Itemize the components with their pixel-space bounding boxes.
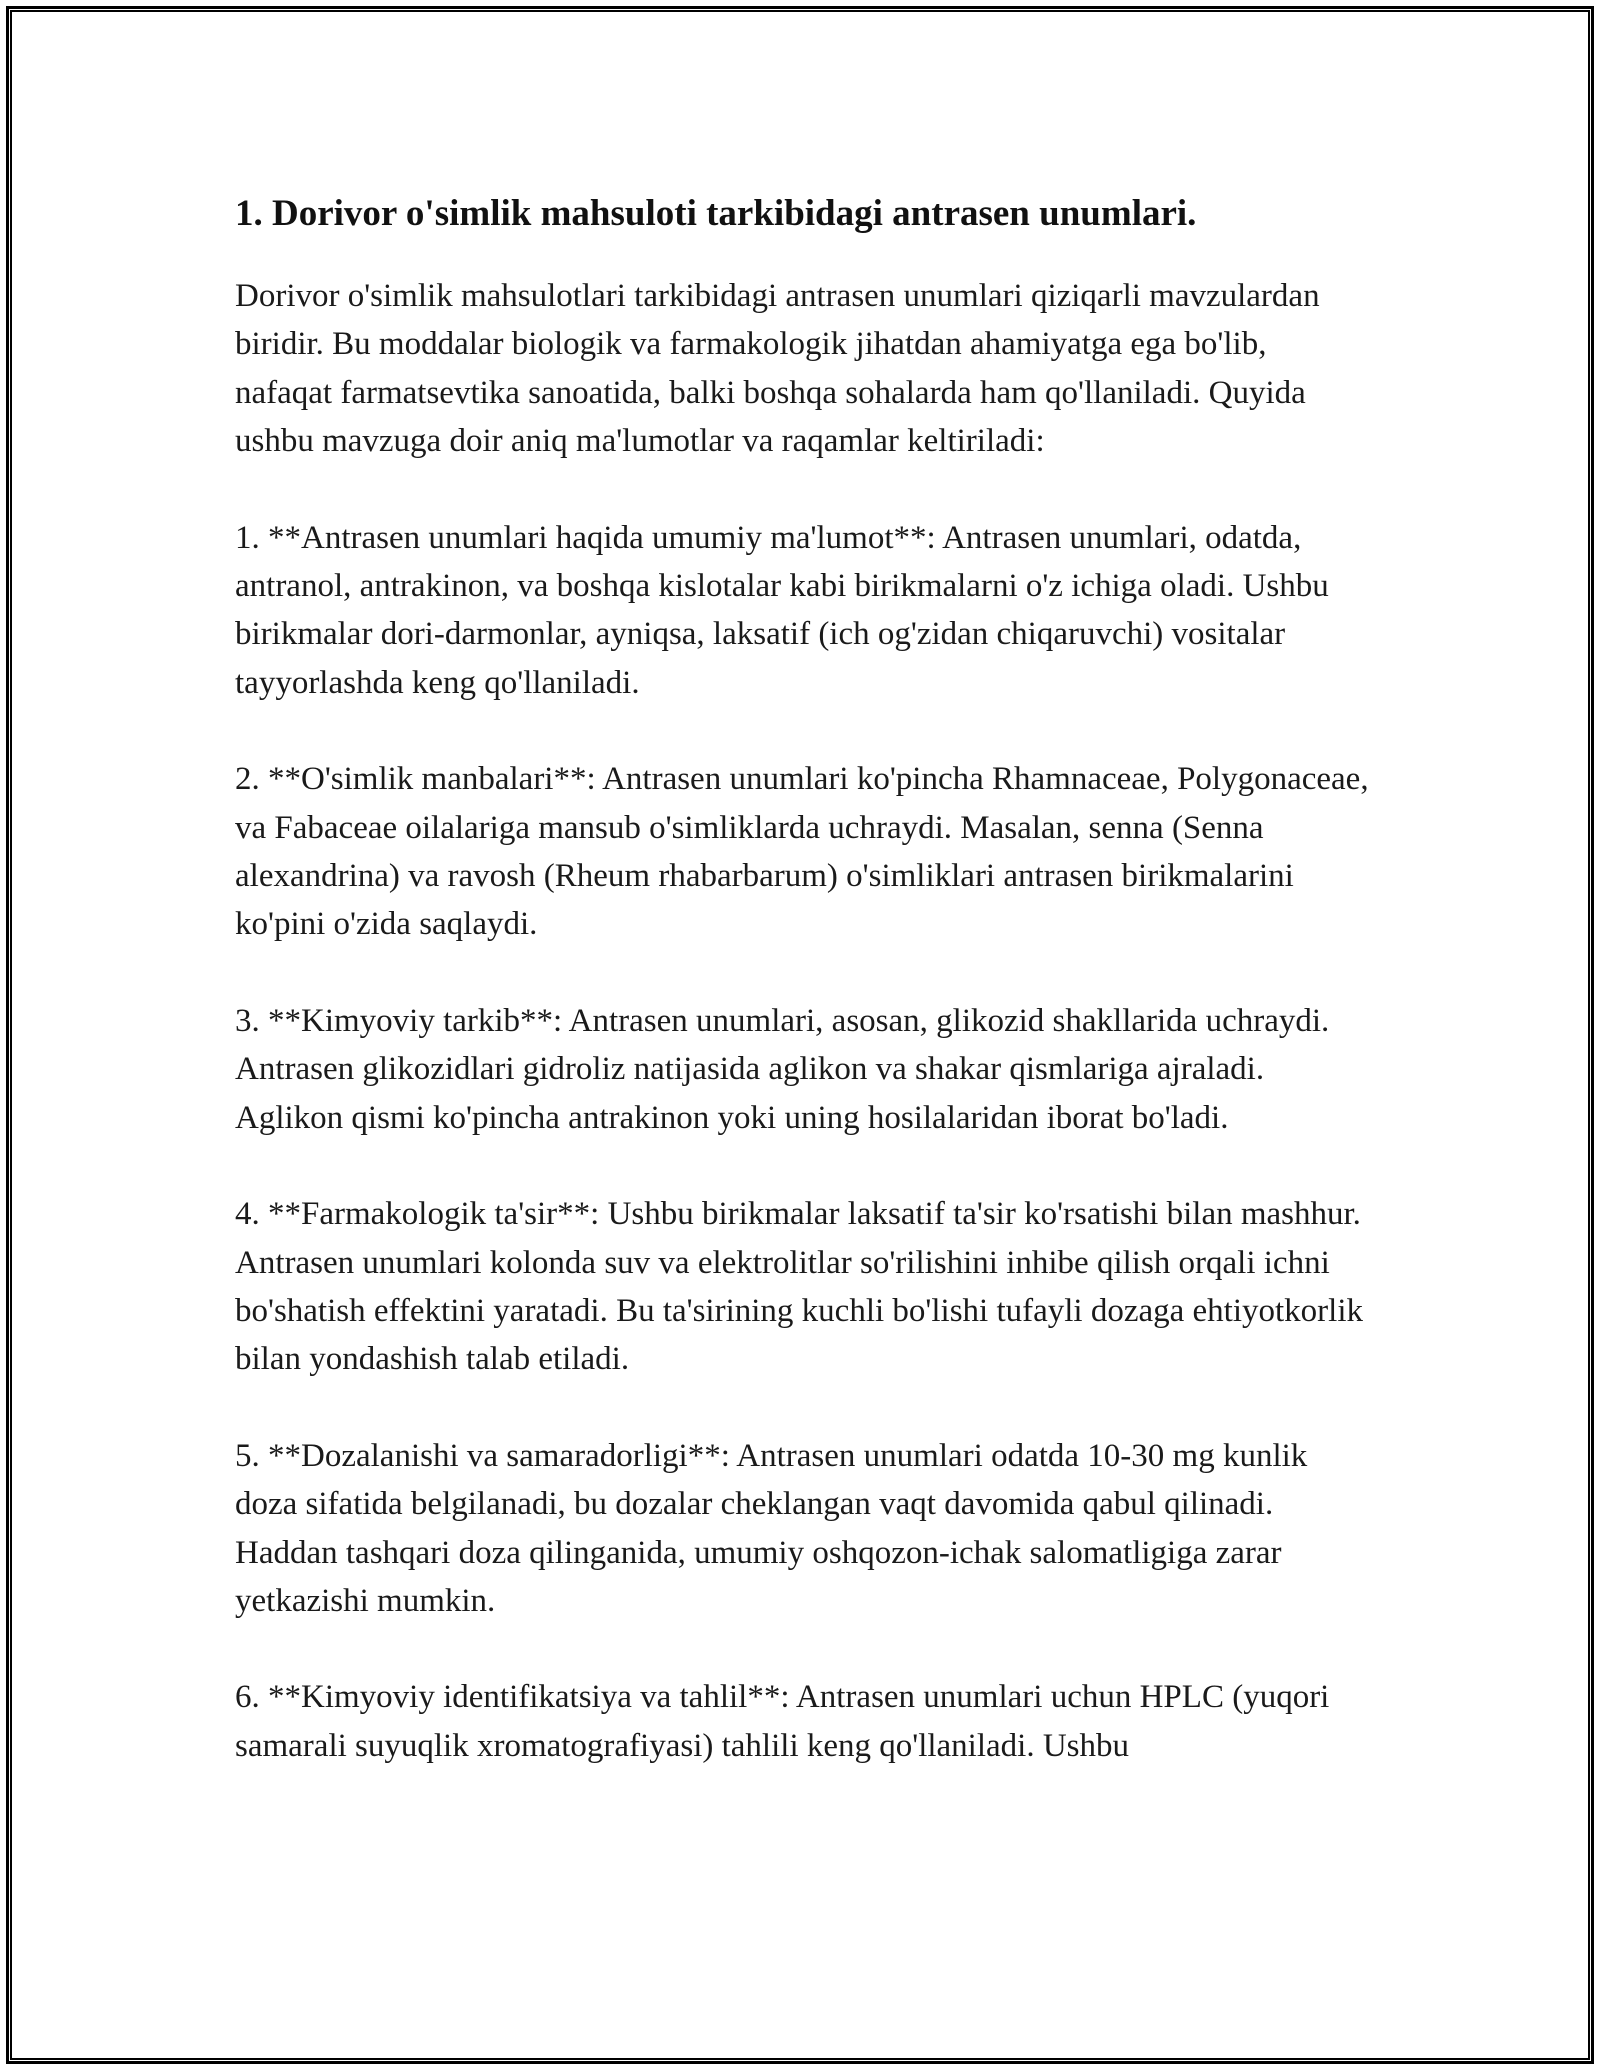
document-body: [235, 186, 1370, 1818]
intro-paragraph: Dorivor o'simlik mahsulotlari tarkibidagi antrasen unumlari qiziqarli mavzulardan biridir. Bu moddalar biologik va farmakologik jihatdan ahamiyatga ega bo'lib, nafaqat farmatsevtika sanoatida, balki boshqa sohalarda ham qo'llaniladi. Quyida ushbu mavzuga doir aniq ma'lumotlar va raqamlar keltiriladi:: [235, 278, 1320, 460]
list-item-general-info: 1. **Antrasen unumlari haqida umumiy ma'lumot**: Antrasen unumlari, odatda, antranol, antrakinon, va boshqa kislotalar kabi birikmalarni o'z ichiga oladi. Ushbu birikmalar dori-darmonlar, ayniqsa, laksatif (ich og'zidan chiqaruvchi) vositalar tayyorlashda keng qo'llaniladi.: [235, 519, 1329, 701]
list-item-identification: 6. **Kimyoviy identifikatsiya va tahlil**: Antrasen unumlari uchun HPLC (yuqori samarali suyuqlik xromatografiyasi) tahlili keng qo'llaniladi. Ushbu: [235, 1679, 1330, 1764]
document-title: 1. Dorivor o'simlik mahsuloti tarkibidagi antrasen unumlari.: [235, 193, 1197, 234]
list-item-chemical-composition: 3. **Kimyoviy tarkib**: Antrasen unumlari, asosan, glikozid shakllarida uchraydi. Antrasen glikozidlari gidroliz natijasida aglikon va shakar qismlariga ajraladi. Aglikon qismi ko'pincha antrakinon yoki uning hosilalaridan iborat bo'ladi.: [235, 1002, 1330, 1136]
list-item-dosage: 5. **Dozalanishi va samaradorligi**: Antrasen unumlari odatda 10-30 mg kunlik doza sifatida belgilanadi, bu dozalar cheklangan vaqt davomida qabul qilinadi. Haddan tashqari doza qilinganida, umumiy oshqozon-ichak salomatligiga zarar yetkazishi mumkin.: [235, 1437, 1308, 1619]
list-item-plant-sources: 2. **O'simlik manbalari**: Antrasen unumlari ko'pincha Rhamnaceae, Polygonaceae, va Fabaceae oilalariga mansub o'simliklarda uchraydi. Masalan, senna (Senna alexandrina) va ravosh (Rheum rhabarbarum) o'simliklari antrasen birikmalarini ko'pini o'zida saqlaydi.: [235, 761, 1369, 943]
list-item-pharmacological-effect: 4. **Farmakologik ta'sir**: Ushbu birikmalar laksatif ta'sir ko'rsatishi bilan mashhur. Antrasen unumlari kolonda suv va elektrolitlar so'rilishini inhibe qilish orqali ichni bo'shatish effektini yaratadi. Bu ta'sirining kuchli bo'lishi tufayli dozaga ehtiyotkorlik bilan yondashish talab etiladi.: [235, 1196, 1364, 1378]
